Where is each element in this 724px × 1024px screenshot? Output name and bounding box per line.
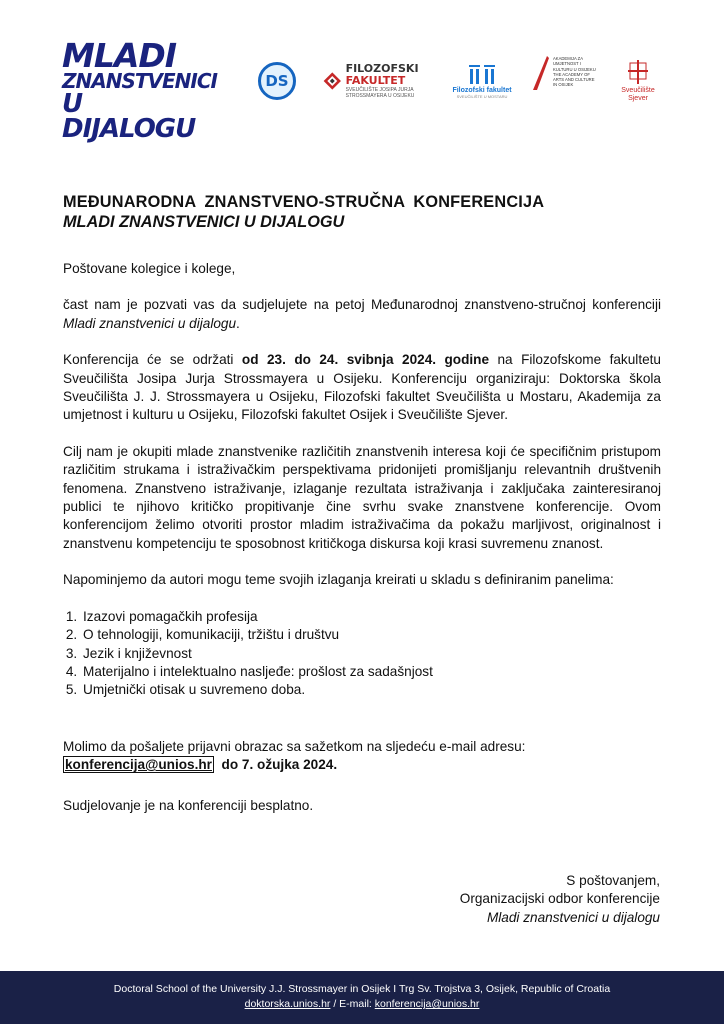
doctoral-school-logo — [255, 52, 299, 110]
list-item: 4. Materijalno i intelektualno nasljeđe: prošlost za sadašnjost — [81, 663, 661, 681]
sjever-line-2: Sjever — [628, 95, 648, 102]
footer-separator: / E-mail: — [330, 998, 375, 1010]
ff-subtitle: SVEUČILIŠTE JOSIPA JURJA STROSSMAYERA U OSIJEKU — [345, 87, 415, 99]
list-item: 2. O tehnologiji, komunikaciji, tržištu i društvu — [81, 626, 661, 644]
list-item: 3. Jezik i književnost — [81, 645, 661, 663]
submission-paragraph — [63, 738, 661, 775]
intro-text: čast nam je pozvati vas da sudjelujete na petoj Međunarodnoj znanstveno-stručnoj konferenciji — [63, 297, 661, 313]
dates-text-start: Konferencija će se održati — [63, 352, 242, 368]
aukos-icon — [531, 52, 551, 92]
closing-salutation: S poštovanjem, — [566, 873, 660, 888]
letterhead — [0, 0, 724, 145]
closing-committee: Organizacijski odbor konferencije — [459, 891, 660, 907]
list-item: 5. Umjetnički otisak u suvremeno doba. — [81, 681, 661, 699]
goal-paragraph: Cilj nam je okupiti mlade znanstvenike različitih znanstvenih interesa koji će specifičnim pristupom različitim strukama i istraživačkim perspektivama pridonijeti promišljanju relevantnih društvenih fenomena. Znanstveno istraživanje, izlaganje rezultata istraživanja i zaključaka zainteresiranoj publici te njihovo kritičko propitivanje čine svrhu svake znanstvene konferencije. Ovom konferencijom želimo otvoriti prostor mladim istraživačima da pokažu marljivost, originalnost i znanstvenu kompetenciju te sposobnost kritičkoga diskursa koji krasi suvremenu znanost. — [63, 443, 661, 551]
panels-intro: Napominjemo da autori mogu teme svojih izlaganja kreirati u skladu s definiranim panelima: — [63, 572, 614, 588]
ff-mostar-name: Filozofski fakultet — [452, 87, 512, 94]
ff-line-2: FAKULTET — [345, 73, 406, 87]
submission-deadline: do 7. ožujka 2024. — [221, 757, 338, 773]
submission-text: Molimo da pošaljete prijavni obrazac sa sažetkom na sljedeću e-mail adresu: — [63, 738, 526, 754]
conference-dates: od 23. do 24. svibnja 2024. godine — [241, 352, 490, 368]
brand-line-2: ZNANSTVENICI — [62, 69, 217, 94]
partner-logos — [255, 52, 675, 110]
aukos-text: AKADEMIJA ZA UMJETNOST I KULTURU U OSIJEKU THE ACADEMY OF ARTS AND CULTURE IN OSIJEK — [553, 56, 596, 88]
filozofski-fakultet-mostar-logo — [452, 52, 512, 110]
conference-logo — [62, 36, 217, 145]
conference-title: MEĐUNARODNA ZNANSTVENO-STRUČNA KONFERENCIJA — [63, 193, 545, 211]
ff-line-1: FILOZOFSKI — [345, 61, 419, 75]
submission-email-link[interactable]: konferencija@unios.hr — [65, 757, 212, 773]
sjever-line-1: Sveučilište — [621, 87, 655, 95]
sjever-name — [621, 87, 654, 102]
dates-paragraph — [63, 351, 661, 425]
brand-line-3: U DIJALOGU — [62, 88, 196, 145]
brand-line-1: MLADI — [62, 36, 177, 75]
panels-list — [63, 608, 661, 700]
letter-body — [63, 192, 661, 815]
conference-subtitle: MLADI ZNANSTVENICI U DIJALOGU — [63, 213, 345, 231]
footer-contacts — [0, 997, 724, 1012]
intro-paragraph — [63, 296, 661, 333]
closing-conference: Mladi znanstvenici u dijalogu — [486, 909, 660, 925]
sjever-icon — [628, 59, 648, 85]
footer-email-link[interactable]: konferencija@unios.hr — [374, 998, 480, 1010]
footer-address: Doctoral School of the University J.J. Strossmayer in Osijek I Trg Sv. Trojstva 3, Osijek, Republic of Croatia — [113, 983, 611, 995]
ff-osijek-icon — [323, 66, 342, 96]
ff-mostar-icon — [467, 63, 497, 85]
footer-website-link[interactable]: doktorska.unios.hr — [244, 998, 331, 1010]
sveuciliste-sjever-logo — [612, 52, 664, 110]
dates-text-end: na Filozofskome fakultetu Sveučilišta Josipa Jurja Strossmayera u Osijeku. Konferenciju organiziraju: Doktorska škola Sveučilišta J. J. Strossmayera u Osijeku, Filozofski fakultet Sveučilišta u Mostaru, Akademija za umjetnost i kulturu u Osijeku, Filozofski fakultet Osijek i Sveučilište Sjever. — [63, 352, 661, 423]
akademija-osijek-logo — [530, 52, 600, 110]
list-item: 1. Izazovi pomagačkih profesija — [81, 608, 661, 626]
filozofski-fakultet-osijek-logo — [323, 52, 431, 110]
intro-conference-name: Mladi znanstvenici u dijalogu — [63, 315, 237, 331]
ff-mostar-subtitle: SVEUČILIŠTE U MOSTARU — [456, 94, 508, 99]
footer — [0, 971, 724, 1024]
signature-block — [460, 872, 660, 927]
intro-end: . — [236, 315, 240, 331]
free-participation: Sudjelovanje je na konferenciji besplatno. — [63, 797, 314, 813]
doctoral-school-icon: DS — [258, 62, 296, 100]
greeting: Poštovane kolegice i kolege, — [63, 261, 236, 276]
